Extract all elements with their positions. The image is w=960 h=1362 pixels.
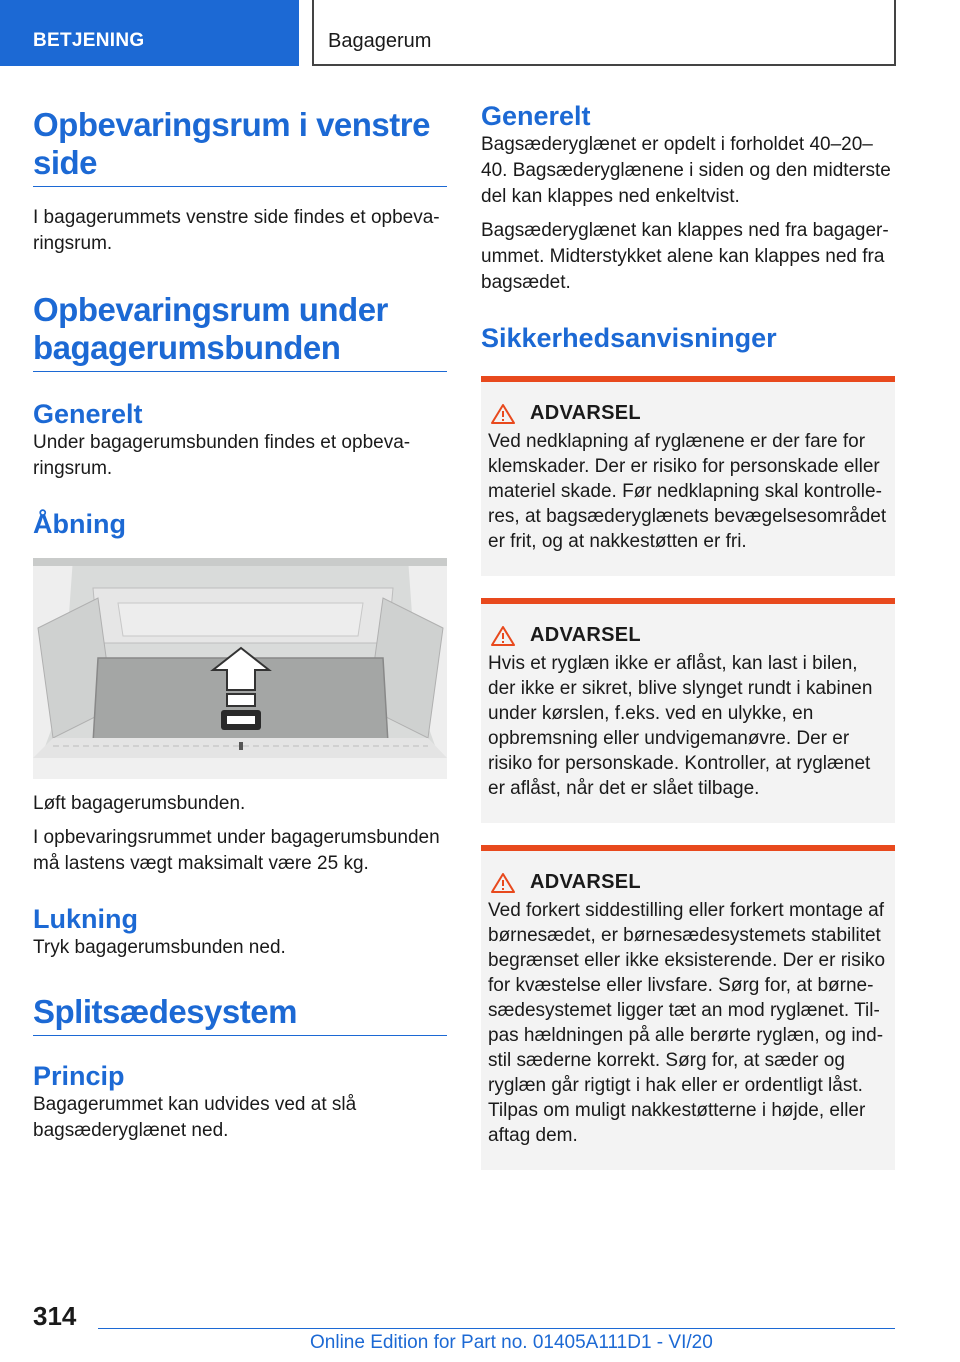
heading-storage-floor: Opbevaringsrum under bagagerumsbunden bbox=[33, 291, 447, 372]
heading-general-right: Generelt bbox=[481, 101, 591, 131]
text-opening-2: I opbevaringsrummet under bagagerumsbunden må lastens vægt maksimalt være 25 kg. bbox=[33, 827, 440, 874]
footer-divider bbox=[98, 1328, 895, 1329]
heading-storage-left: Opbevaringsrum i venstre side bbox=[33, 106, 447, 187]
page-number: 314 bbox=[33, 1301, 77, 1331]
warning-label: ADVARSEL bbox=[530, 624, 641, 646]
warning-text: Ved nedklapning af ryglænene er der fare for klemskader. Der er risiko for personskade eller materiel skade. Før nedklapning skal kontrolleres, at bagsæderyglænets bevægelsesområdet er frit, og at nakkestøtten er fri. bbox=[488, 431, 887, 552]
warning-triangle-icon bbox=[490, 872, 516, 894]
left-column bbox=[33, 100, 447, 1144]
text-general-right-1: Bagsæderyglænet er opdelt i forholdet 40–20–40. Bagsæderyglænene i siden og den midterste del kan klappes ned enkeltvist. bbox=[481, 134, 891, 207]
warning-box bbox=[481, 845, 895, 1170]
warning-triangle-icon bbox=[490, 625, 516, 647]
warning-box bbox=[481, 376, 895, 576]
heading-opening: Åbning bbox=[33, 509, 126, 539]
warning-text: Hvis et ryglæn ikke er aflåst, kan last i bilen, der ikke er sikret, blive slynget rundt i kabinen under kørslen, f.eks. ved en ulykke, en opbremsning eller undvigemanøvre. Der er risiko for personskade. Kontroller, at ryglænet er aflåst, når det er slået tilbage. bbox=[488, 653, 873, 799]
footer-edition: Online Edition for Part no. 01405A111D1 - VI/20 bbox=[310, 1332, 713, 1353]
heading-split-seat: Splitsædesystem bbox=[33, 993, 447, 1036]
warning-box bbox=[481, 598, 895, 823]
warning-label: ADVARSEL bbox=[530, 871, 641, 893]
trunk-illustration-svg bbox=[33, 558, 447, 779]
text-general-right-2: Bagsæderyglænet kan klappes ned fra bagagerummet. Midterstykket alene kan klappes ned fra bagsædet. bbox=[481, 220, 889, 293]
trunk-floor-illustration bbox=[33, 558, 447, 779]
text-storage-left: I bagagerummets venstre side findes et opbevaringsrum. bbox=[33, 207, 440, 254]
heading-general-left: Generelt bbox=[33, 399, 143, 429]
heading-safety: Sikkerhedsanvisninger bbox=[481, 323, 777, 353]
warning-triangle-icon bbox=[490, 403, 516, 425]
section-tab: BETJENING bbox=[0, 0, 299, 66]
text-general-left: Under bagagerumsbunden findes et opbevaringsrum. bbox=[33, 432, 411, 479]
right-column bbox=[481, 100, 895, 1170]
text-opening-1: Løft bagagerumsbunden. bbox=[33, 793, 246, 814]
text-closing: Tryk bagagerumsbunden ned. bbox=[33, 937, 286, 958]
warning-label: ADVARSEL bbox=[530, 402, 641, 424]
heading-principle: Princip bbox=[33, 1061, 125, 1091]
text-principle: Bagagerummet kan udvides ved at slå bagsæderyglænet ned. bbox=[33, 1094, 357, 1141]
warning-text: Ved forkert siddestilling eller forkert montage af børnesædet, er børnesædesystemets stabilitet begrænset eller ikke eksisterende. Der er risiko for kvæstelse eller livsfare. Sørg for, at børnesædesystemet ligger tæt an mod ryglænet. Tilpas hældningen på alle berørte ryglæn, og indstil sæderne korrekt. Sørg for, at sæder og ryglæn går rigtigt i hak eller er ordentligt låst. Tilpas om muligt nakkestøtterne i højde, eller aftag dem. bbox=[488, 900, 886, 1146]
heading-closing: Lukning bbox=[33, 904, 138, 934]
chapter-title: Bagagerum bbox=[312, 0, 896, 66]
